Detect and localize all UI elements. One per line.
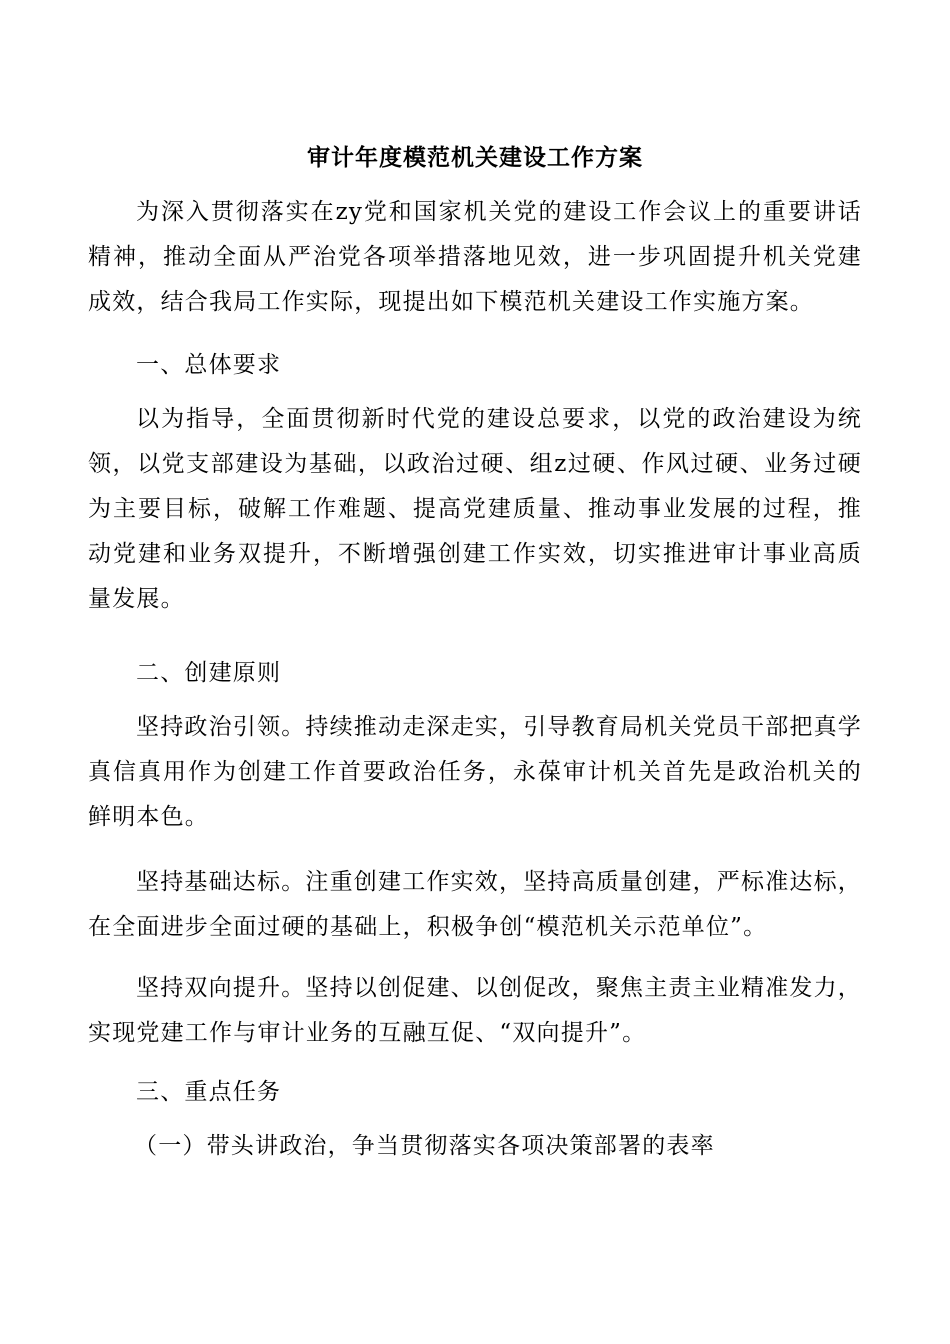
principle-two-way-improvement: 坚持双向提升。坚持以创促建、以创促改，聚焦主责主业精准发力，实现党建工作与审计业务的互融互促、“双向提升”。 bbox=[88, 975, 862, 1046]
principle-basic-standards: 坚持基础达标。注重创建工作实效，坚持高质量创建，严标准达标，在全面进步全面过硬的基础上，积极争创“模范机关示范单位”。 bbox=[88, 869, 862, 940]
subsection-heading-political-lead: （一）带头讲政治，争当贯彻落实各项决策部署的表率 bbox=[134, 1133, 715, 1159]
principle-political-leadership: 坚持政治引领。持续推动走深走实，引导教育局机关党员干部把真学真信真用作为创建工作首要政治任务，永葆审计机关首先是政治机关的鲜明本色。 bbox=[88, 714, 862, 830]
section-heading-principles: 二、创建原则 bbox=[136, 660, 282, 686]
section-heading-key-tasks: 三、重点任务 bbox=[136, 1079, 282, 1105]
intro-paragraph: 为深入贯彻落实在zy党和国家机关党的建设工作会议上的重要讲话精神，推动全面从严治党各项举措落地见效，进一步巩固提升机关党建成效，结合我局工作实际，现提出如下模范机关建设工作实施方案。 bbox=[88, 199, 862, 315]
document-title: 审计年度模范机关建设工作方案 bbox=[307, 144, 643, 171]
general-requirements-paragraph: 以为指导，全面贯彻新时代党的建设总要求，以党的政治建设为统领，以党支部建设为基础，以政治过硬、组z过硬、作风过硬、业务过硬为主要目标，破解工作难题、提高党建质量、推动事业发展的过程，推动党建和业务双提升，不断增强创建工作实效，切实推进审计事业高质量发展。 bbox=[88, 406, 862, 612]
section-heading-general-requirements: 一、总体要求 bbox=[136, 352, 282, 378]
